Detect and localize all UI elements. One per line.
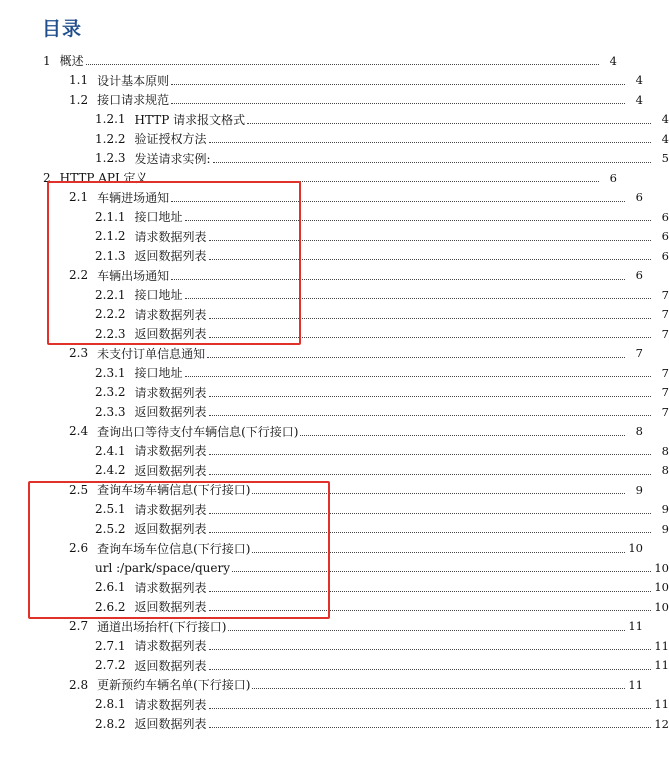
toc-entry-number: 2.6.2 [95,599,126,614]
toc-entry[interactable] [0,227,669,247]
toc-entry-number: 2.1 [69,190,89,205]
toc-entry-page: 7 [635,346,643,361]
toc-dot-leader [185,298,651,299]
toc-entry[interactable] [0,617,643,637]
toc-dot-leader [171,84,625,85]
toc-entry-page: 7 [661,287,669,302]
toc-entry-label [43,52,84,69]
toc-entry-title: 接口地址 [134,210,183,225]
toc-dot-leader [209,669,651,670]
toc-entry-number: 2.3.3 [95,404,126,419]
toc-entry-page: 7 [661,365,669,380]
toc-dot-leader [209,474,651,475]
toc-entry-label [95,579,207,596]
toc-dot-leader [252,552,625,553]
toc-entry[interactable] [0,578,669,598]
toc-entry-number: 2.4 [69,424,89,439]
toc-dot-leader [209,708,651,709]
toc-entry[interactable] [0,344,643,364]
toc-entry-label [95,598,207,615]
toc-entry-number: 2.8.2 [95,716,126,731]
toc-entry-number: 2.7 [69,619,89,634]
toc-dot-leader [171,103,625,104]
toc-entry-page: 7 [661,385,669,400]
toc-entry-number: 2.1.2 [95,229,126,244]
toc-entry[interactable] [0,480,643,500]
toc-entry-number: 2.8.1 [95,697,126,712]
toc-entry[interactable] [0,656,669,676]
toc-dot-leader [185,220,651,221]
page-title: 目录 [42,18,83,40]
toc-entry-title: 返回数据列表 [134,522,207,537]
toc-entry-title: 返回数据列表 [134,463,207,478]
toc-entry-number: 2.7.2 [95,658,126,673]
toc-entry-title: 请求数据列表 [134,385,207,400]
toc-entry-label [95,501,207,518]
toc-entry[interactable] [0,422,643,442]
toc-entry-label [95,228,207,245]
toc-entry-page: 6 [661,248,669,263]
toc-dot-leader [209,259,651,260]
toc-entry-label [95,403,207,420]
toc-dot-leader [209,610,651,611]
toc-dot-leader [247,123,651,124]
toc-entry-number: 2.2.3 [95,326,126,341]
toc-entry[interactable] [0,539,643,559]
toc-entry-number: 1.2.2 [95,131,126,146]
toc-entry-page: 7 [661,404,669,419]
toc-entry-page: 4 [609,53,617,68]
toc-entry-title: 请求数据列表 [134,444,207,459]
toc-entry-page: 4 [635,73,643,88]
toc-entry[interactable] [0,675,643,695]
toc-entry-page: 11 [654,638,669,653]
toc-entry[interactable] [0,266,643,286]
toc-entry[interactable] [0,51,617,71]
toc-entry[interactable] [0,110,669,130]
toc-entry-number: 2.7.1 [95,638,126,653]
toc-entry-number: 2.5 [69,482,89,497]
toc-entry-label [95,111,245,128]
toc-entry[interactable] [0,168,617,188]
toc-entry-number: 2.2.1 [95,287,126,302]
toc-entry-number: 1.2.3 [95,151,126,166]
toc-dot-leader [209,142,651,143]
toc-entry-label [95,208,183,225]
toc-dot-leader [228,630,625,631]
toc-entry[interactable] [0,90,643,110]
toc-entry-page: 9 [661,521,669,536]
toc-entry-title: 返回数据列表 [134,717,207,732]
toc-entry-page: 10 [654,560,669,575]
toc-entry-page: 10 [654,580,669,595]
toc-entry-page: 8 [635,424,643,439]
toc-entry-title: 请求数据列表 [134,502,207,517]
toc-entry[interactable] [0,597,669,617]
toc-entry[interactable] [0,129,669,149]
toc-entry-title: 请求数据列表 [134,229,207,244]
toc-entry-page: 12 [654,716,669,731]
toc-dot-leader [150,181,599,182]
toc-entry-title: 返回数据列表 [134,249,207,264]
toc-entry-page: 11 [654,697,669,712]
toc-entry-title: HTTP API 定义 [59,171,148,186]
toc-entry-page: 10 [654,599,669,614]
toc-entry-label [95,462,207,479]
toc-entry-title: 设计基本原则 [97,73,170,88]
toc-entry-label [69,72,169,89]
toc-entry-label [69,345,205,362]
toc-entry-page: 6 [609,170,617,185]
toc-entry-title: 通道出场抬杆(下行接口) [97,619,227,634]
toc-entry-number: 2.5.2 [95,521,126,536]
toc-entry-number: 2.3.1 [95,365,126,380]
toc-dot-leader [209,337,651,338]
toc-dot-leader [209,727,651,728]
toc-entry-title: 接口请求规范 [97,93,170,108]
toc-dot-leader [209,240,651,241]
toc-entry-page: 6 [635,190,643,205]
toc-entry[interactable] [0,558,669,578]
toc-entry-number: 2.3.2 [95,385,126,400]
toc-entry-title: 车辆进场通知 [97,190,170,205]
toc-entry-title: 发送请求实例: [134,151,211,166]
toc-entry[interactable] [0,402,669,422]
toc-entry-label [69,676,250,693]
toc-entry-label [69,267,169,284]
toc-entry-title: 返回数据列表 [134,658,207,673]
toc-entry[interactable] [0,71,643,91]
toc-dot-leader [209,513,651,514]
toc-entry-title: 验证授权方法 [134,132,207,147]
toc-entry-title: 请求数据列表 [134,580,207,595]
toc-dot-leader [209,649,651,650]
toc-entry-label [95,247,207,264]
toc-entry[interactable] [0,363,669,383]
toc-entry-number: 2.4.2 [95,463,126,478]
toc-entry-label [95,325,207,342]
toc-entry-label [95,696,207,713]
toc-entry-page: 7 [661,326,669,341]
toc-entry-label [95,130,207,147]
toc-entry-page: 8 [661,443,669,458]
toc-entry-title: 车辆出场通知 [97,268,170,283]
toc-entry-title: 请求数据列表 [134,697,207,712]
toc-entry-number: 2.2 [69,268,89,283]
toc-entry[interactable] [0,305,669,325]
toc-entry-label [95,150,211,167]
toc-entry-page: 8 [661,463,669,478]
toc-entry-title: 返回数据列表 [134,327,207,342]
toc-entry-page: 9 [661,502,669,517]
toc-entry-label [95,306,207,323]
toc-entry-title: 概述 [59,54,84,69]
toc-entry-label [95,657,207,674]
toc-entry[interactable] [0,519,669,539]
toc-entry-label [95,364,183,381]
toc-entry[interactable] [0,461,669,481]
toc-entry-title: url :/park/space/query [95,560,230,575]
toc-entry-number: 2.8 [69,677,89,692]
toc-dot-leader [171,279,625,280]
toc-entry-title: 更新预约车辆名单(下行接口) [97,678,251,693]
toc-dot-leader [209,415,651,416]
toc-dot-leader [252,688,625,689]
toc-entry-number: 2 [43,170,51,185]
toc-entry-label [69,189,169,206]
toc-entry-title: 未支付订单信息通知 [97,346,206,361]
toc-entry-page: 4 [661,131,669,146]
toc-entry-label [95,442,207,459]
toc-entry-title: 接口地址 [134,288,183,303]
toc-entry-page: 9 [635,482,643,497]
toc-dot-leader [185,376,651,377]
toc-entry-page: 6 [661,209,669,224]
toc-dot-leader [300,435,625,436]
toc-entry[interactable] [0,207,669,227]
toc-entry-number: 2.1.3 [95,248,126,263]
toc-dot-leader [209,318,651,319]
toc-entry-title: 查询出口等待支付车辆信息(下行接口) [97,424,299,439]
toc-entry-label [95,561,230,575]
toc-entry-label [95,286,183,303]
toc-entry-number: 1.2.1 [95,112,126,127]
toc-entry-page: 11 [628,677,643,692]
toc-entry[interactable] [0,246,669,266]
toc-entry[interactable] [0,500,669,520]
toc-entry-number: 1.2 [69,92,89,107]
toc-entry[interactable] [0,695,669,715]
toc-entry-page: 7 [661,307,669,322]
toc-entry[interactable] [0,149,669,169]
toc-entry-title: 查询车场车辆信息(下行接口) [97,483,251,498]
toc-dot-leader [171,201,625,202]
toc-entry-number: 2.1.1 [95,209,126,224]
toc-entry[interactable] [0,441,669,461]
toc-dot-leader [209,591,651,592]
toc-entry-page: 6 [661,229,669,244]
toc-entry-title: 返回数据列表 [134,405,207,420]
toc-dot-leader [207,357,625,358]
toc-entry-title: 请求数据列表 [134,639,207,654]
toc-entry-title: 返回数据列表 [134,600,207,615]
toc-entry-title: HTTP 请求报文格式 [134,112,246,127]
toc-entry-label [95,715,207,732]
toc-entry-number: 2.2.2 [95,307,126,322]
toc-dot-leader [209,396,651,397]
toc-entry-title: 查询车场车位信息(下行接口) [97,541,251,556]
toc-entry-label [69,540,250,557]
toc-entry-label [69,423,298,440]
toc-entry-label [95,384,207,401]
toc-entry[interactable] [0,383,669,403]
toc-entry-label [69,91,169,108]
toc-entry-number: 2.5.1 [95,502,126,517]
toc-entry-label [43,169,148,186]
toc-entry-title: 接口地址 [134,366,183,381]
toc-entry[interactable] [0,324,669,344]
toc-entry-label [69,618,226,635]
toc-entry[interactable] [0,714,669,734]
toc-entry-page: 4 [661,112,669,127]
toc-dot-leader [209,454,651,455]
toc-dot-leader [213,162,651,163]
toc-entry-number: 1 [43,53,51,68]
toc-dot-leader [86,64,599,65]
toc-entry-number: 2.6.1 [95,580,126,595]
toc-entry-number: 2.3 [69,346,89,361]
toc-dot-leader [232,571,651,572]
toc-entry-label [95,520,207,537]
toc-entry[interactable] [0,636,669,656]
toc-entry-number: 2.6 [69,541,89,556]
toc-entry-label [69,481,250,498]
toc-entry-number: 2.4.1 [95,443,126,458]
toc-entry-page: 11 [654,658,669,673]
toc-dot-leader [252,493,625,494]
toc-entry-page: 10 [628,541,643,556]
toc-entry-number: 1.1 [69,73,89,88]
toc-entry[interactable] [0,188,643,208]
toc-entry-label [95,637,207,654]
toc-entry-page: 6 [635,268,643,283]
toc-entry-page: 5 [661,151,669,166]
toc-dot-leader [209,532,651,533]
toc-entry[interactable] [0,285,669,305]
toc-entry-title: 请求数据列表 [134,307,207,322]
toc-entry-page: 11 [628,619,643,634]
toc-entry-page: 4 [635,92,643,107]
